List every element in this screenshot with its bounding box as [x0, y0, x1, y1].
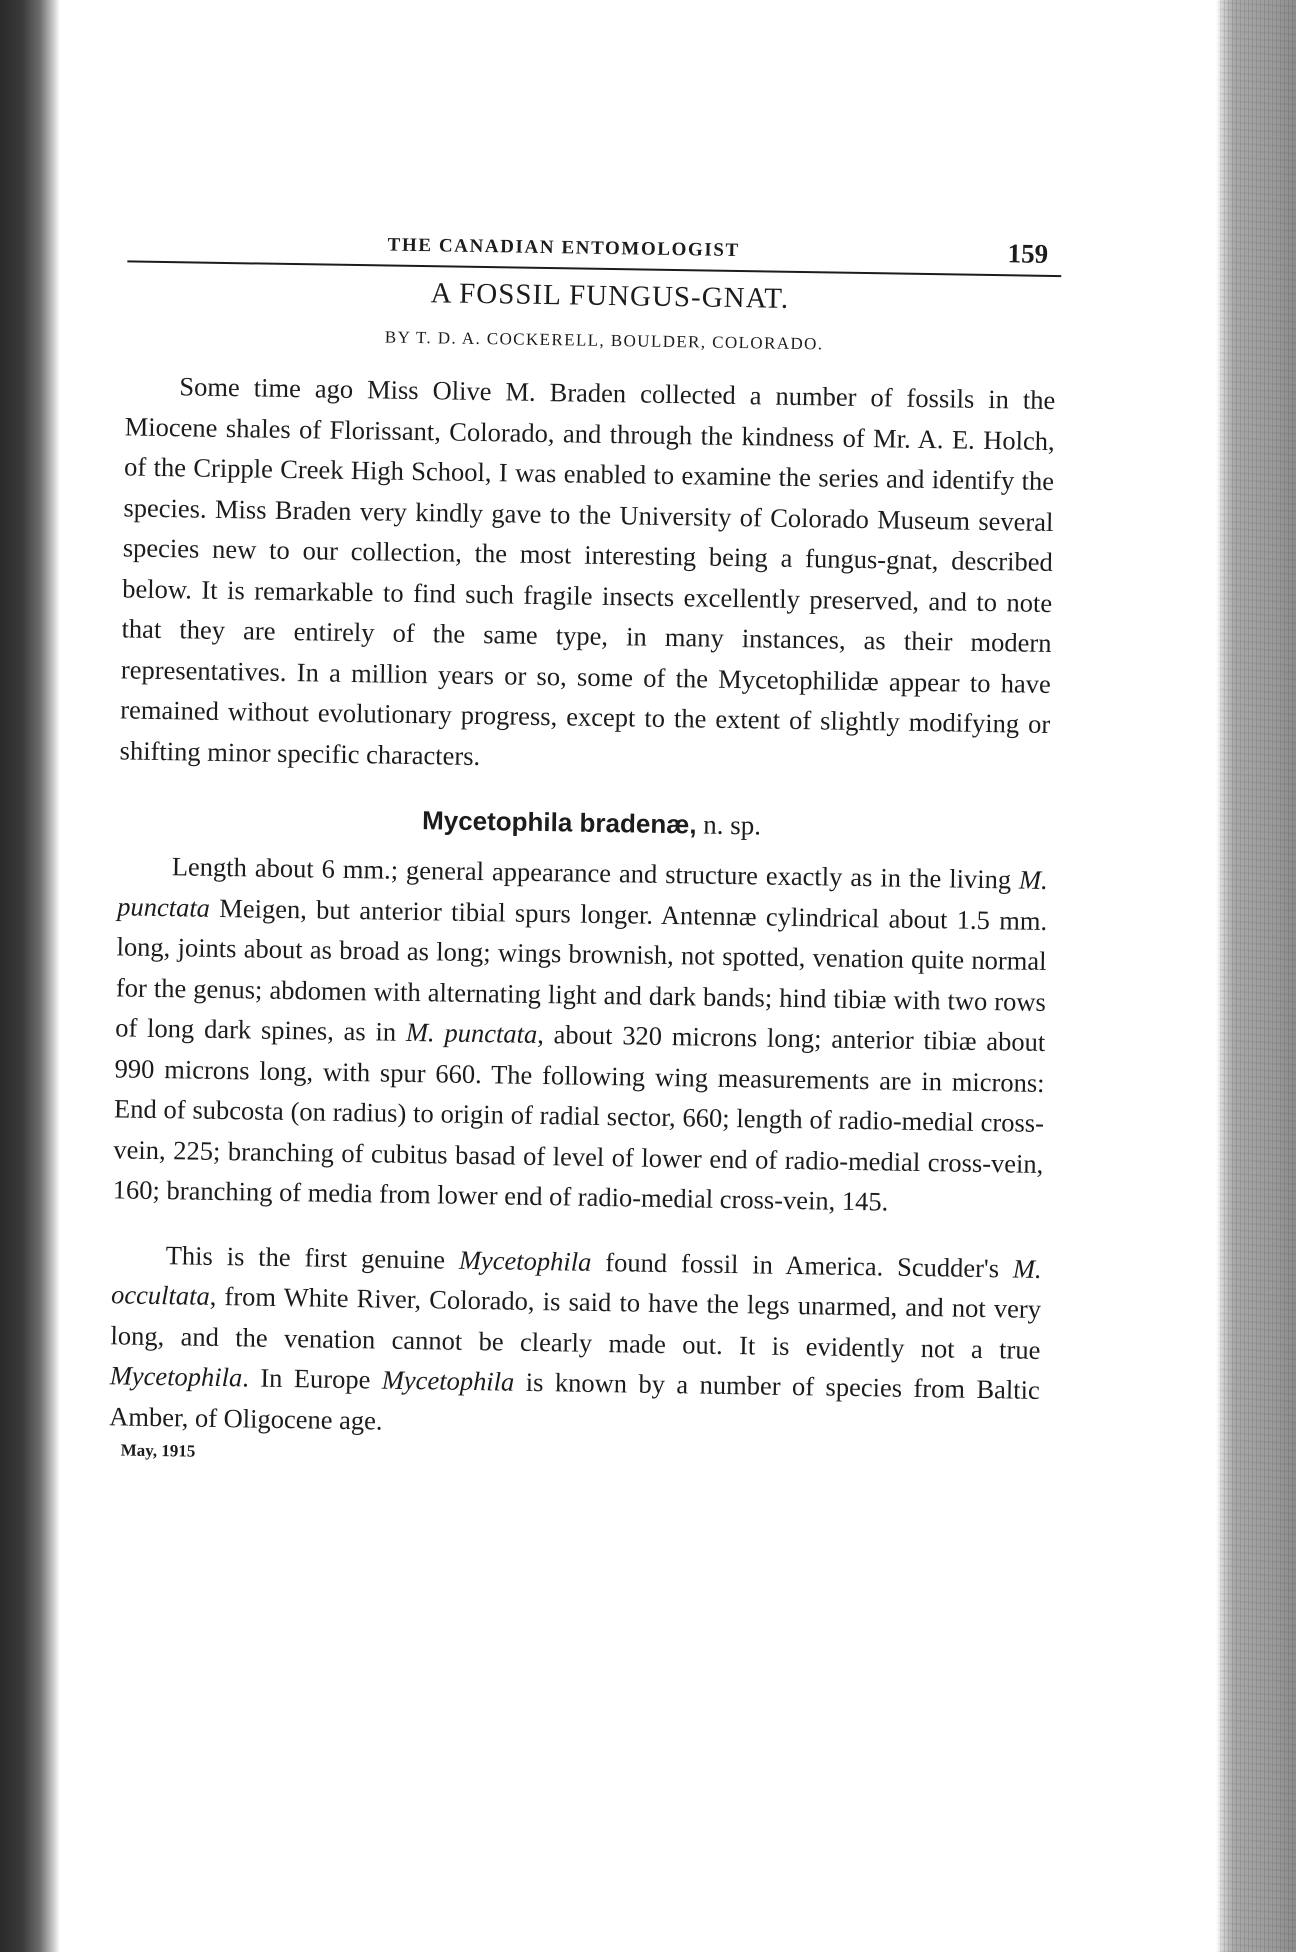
remarks-text-5: is known by a number of species from Baltic Amber, of Oligocene age.	[108, 1366, 1040, 1436]
journal-page	[81, 220, 1062, 1475]
description-paragraph	[84, 845, 1048, 1225]
remarks-text-4: . In Europe	[242, 1362, 383, 1395]
page-number: 159	[1007, 238, 1049, 269]
date-line: May, 1915	[120, 1440, 196, 1461]
species-name: Mycetophila bradenæ,	[421, 805, 697, 840]
intro-paragraph: Some time ago Miss Olive M. Braden collected a number of fossils in the Miocene shales of Florissant, Colorado, and through the kindness of Mr. A. E. Holch, of the Cripple Creek High School, I was enabled to examine the series and identify the species. Miss Braden very kindly gave to the University of Colorado Museum several species new to our collection, the most interesting being a fungus-gnat, described below. It is remarkable to find such fragile insects excellently preserved, and to note that they are entirely of the same type, in many instances, as their modern representatives. In a million years or so, some of the Mycetophilidæ appear to have remained without evolutionary progress, except to the extent of slightly modifying or shifting minor specific characters.	[119, 371, 1056, 771]
description-italic-1: M. punctata	[116, 864, 1048, 923]
remarks-italic-3: Mycetophila	[109, 1360, 243, 1393]
book-binding-edge	[0, 0, 60, 1952]
description-italic-2: M. punctata	[405, 1016, 538, 1049]
remarks-text-1: This is the first genuine	[165, 1239, 460, 1275]
remarks-italic-4: Mycetophila	[381, 1364, 515, 1397]
page-edge-stack	[1216, 0, 1296, 1952]
remarks-text-2: found fossil in America. Scudder's	[591, 1246, 1014, 1283]
remarks-italic-2: M. occultata	[110, 1252, 1042, 1311]
description-text-3: , about 320 microns long; anterior tibiæ about 990 microns long, with spur 660. The following wing measurements are in microns: End of subcosta (on radius) to origin of radial sector, 660; length of radio-medial cross-vein, 225; branching of cubitus basad of level of lower end of radio-medial cross-vein, 160; branching of media from lower end of radio-medial cross-vein, 145.	[112, 1018, 1046, 1217]
description-text-1: Length about 6 mm.; general appearance and structure exactly as in the living	[171, 851, 1020, 895]
remarks-paragraph	[81, 1233, 1042, 1451]
article-title: A FOSSIL FUNGUS-GNAT.	[430, 277, 790, 315]
journal-name: THE CANADIAN ENTOMOLOGIST	[387, 234, 740, 262]
remarks-text-3: , from White River, Colorado, is said to have the legs unarmed, and not very long, and the venation cannot be clearly made out. It is evidently not a true	[110, 1280, 1042, 1365]
description-text-2: Meigen, but anterior tibial spurs longer. Antennæ cylindrical about 1.5 mm. long, joints about as broad as long; wings brownish, not spotted, venation quite normal for the genus; abdomen with alternating light and dark bands; hind tibiæ with two rows of long dark spines, as in	[115, 892, 1048, 1047]
running-head	[99, 220, 1062, 281]
species-suffix: n. sp.	[703, 809, 762, 841]
article-byline: BY T. D. A. COCKERELL, BOULDER, COLORADO.	[384, 327, 824, 354]
species-heading	[90, 800, 1052, 846]
remarks-italic-1: Mycetophila	[458, 1244, 592, 1277]
